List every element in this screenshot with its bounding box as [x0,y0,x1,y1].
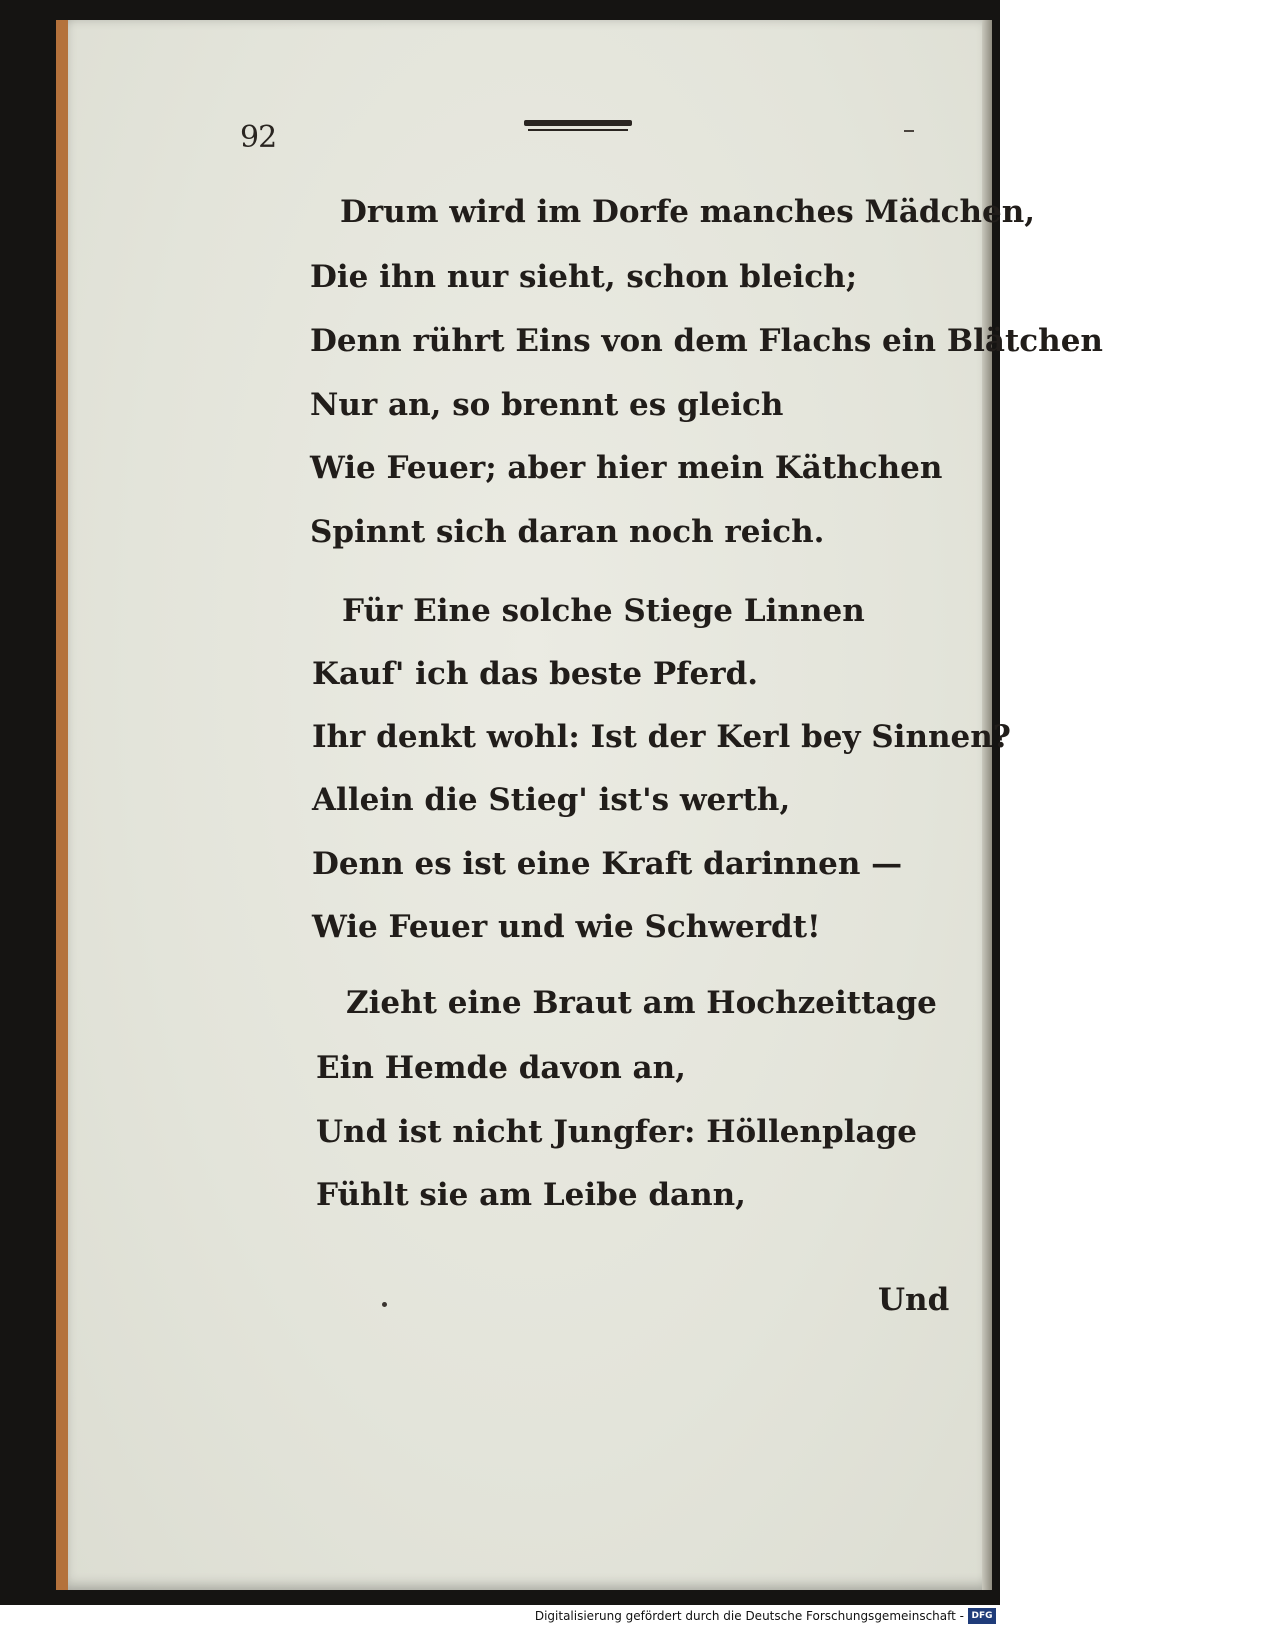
verse-line: Fühlt sie am Leibe dann, [316,1177,746,1213]
verse-line: Wie Feuer und wie Schwerdt! [312,909,821,945]
header-ornament [524,116,632,136]
verse-line: Und ist nicht Jungfer: Höllenplage [316,1114,917,1150]
verse-line: Zieht eine Braut am Hochzeittage [346,985,937,1021]
ink-dot [382,1302,387,1307]
verse-line: Denn rührt Eins von dem Flachs ein Blätchen [310,323,1103,359]
catchword: Und [878,1282,950,1318]
dfg-logo: DFG [968,1608,996,1624]
header-dash [904,130,914,132]
funding-credit: Digitalisierung gefördert durch die Deutsche Forschungsgemeinschaft - [534,1609,964,1623]
verse-line: Spinnt sich daran noch reich. [310,514,825,550]
verse-line: Ihr denkt wohl: Ist der Kerl bey Sinnen? [312,719,1011,755]
verse-line: Wie Feuer; aber hier mein Käthchen [310,450,943,486]
verse-line: Allein die Stieg' ist's werth, [312,782,791,818]
verse-line: Drum wird im Dorfe manches Mädchen, [340,194,1036,230]
footer-bar [0,1605,1000,1629]
verse-line: Die ihn nur sieht, schon bleich; [310,259,858,295]
verse-line: Denn es ist eine Kraft darinnen — [312,846,903,882]
verse-line: Nur an, so brennt es gleich [310,387,784,423]
verse-line: Ein Hemde davon an, [316,1050,686,1086]
verse-line: Kauf' ich das beste Pferd. [312,656,759,692]
page-number: 92 [240,120,277,155]
book-page [56,20,1103,1590]
verse-line: Für Eine solche Stiege Linnen [342,593,865,629]
